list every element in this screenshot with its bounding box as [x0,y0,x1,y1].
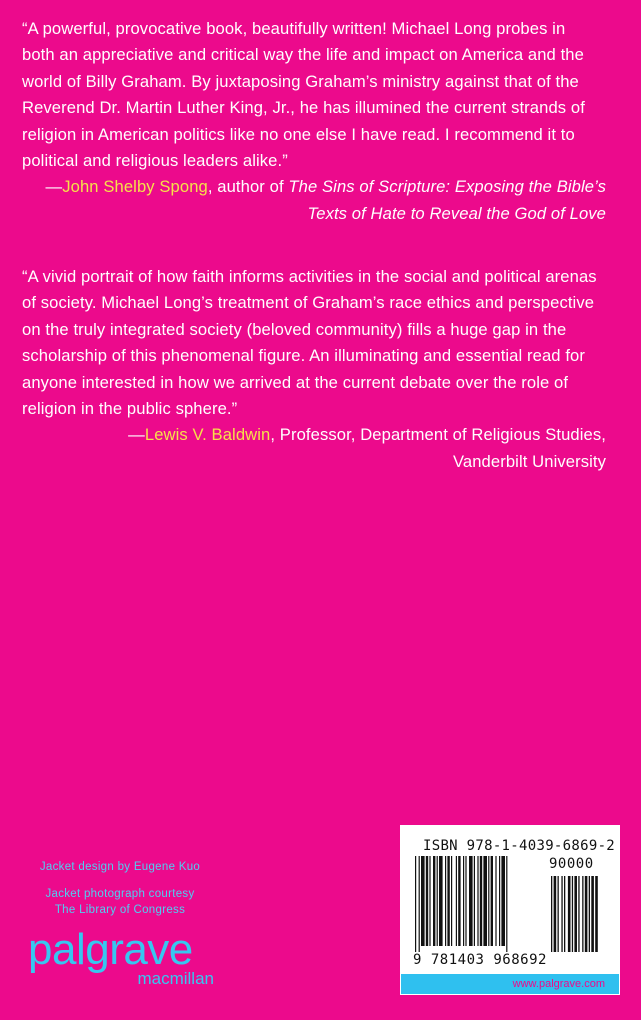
addon-bar [589,876,590,952]
endorser-name: Lewis V. Baldwin [144,425,271,445]
quote-line: both an appreciative and critical way the life and impact on America and the [22,45,584,65]
website: www.palgrave.com [512,978,605,990]
quote-line: world of Billy Graham. By juxtaposing Graham’s ministry against that of the [22,71,579,91]
barcode-bar [491,856,493,946]
addon-bar [591,876,594,952]
barcode-bar [499,856,500,946]
addon-bar [564,876,565,952]
quote-line: on the truly integrated society (beloved community) fills a huge gap in the [22,319,567,339]
quote-line: Reverend Dr. Martin Luther King, Jr., he has illumined the current strands of [22,98,585,118]
publisher-name: palgrave [28,925,193,974]
addon-bar [574,876,577,952]
barcode-bar [495,856,496,946]
barcode-bar [488,856,489,946]
quote-line: political and religious leaders alike.” [22,151,288,171]
publisher-sub: macmillan [137,969,214,988]
barcode-bar [437,856,438,946]
quote-line: religion in the public sphere.” [22,399,238,419]
quote-line: “A vivid portrait of how faith informs activities in the social and political arenas [22,267,597,286]
barcode-bar [501,856,505,946]
barcode-bar [439,856,443,946]
addon-bar [585,876,588,952]
addon-bar [568,876,571,952]
quote-line: religion in American politics like no one else I have read. I recommend it to [22,124,575,144]
addon-bar [578,876,579,952]
barcode-bar [506,856,507,952]
attribution-line2 [22,201,606,227]
barcode-bar [465,856,466,946]
attribution-line2: Vanderbilt University [452,451,606,471]
barcode-bar [469,856,473,946]
barcode-bar [474,856,475,946]
quote-line: “A powerful, provocative book, beautifully written! Michael Long probes in [22,19,566,38]
photo-credit [26,886,214,918]
addon-digits: 90000 [549,856,594,872]
barcode-bar [447,856,449,946]
addon-bar [572,876,573,952]
publisher-logo [28,925,218,988]
barcode-bar [477,856,478,946]
endorsement-spong [22,16,606,227]
barcode-bar [483,856,487,946]
quote-line: anyone interested in how we arrived at the current debate over the role of [22,372,569,392]
barcode-bar [419,856,420,952]
barcode-bar [415,856,416,952]
barcode-bar [445,856,446,946]
photo-credit-line2: The Library of Congress [54,904,186,916]
book-title: The Sins of Scripture: Exposing the Bible’s [288,177,606,197]
isbn-label: ISBN 978-1-4039-6869-2 [423,838,616,854]
barcode-bar [421,856,425,946]
barcode-bar [426,856,428,946]
barcode-bar [463,856,464,946]
barcode-bar [451,856,452,946]
photo-credit-line1: Jacket photograph courtesy [45,888,195,900]
attribution: —John Shelby Spong, author of The Sins of Scripture: Exposing the Bible’s [45,177,606,197]
barcode-panel [400,825,620,995]
quote-line: scholarship of this phenomenal figure. An illuminating and essential read for [22,346,585,366]
barcode-bar [458,856,460,946]
website-strip [401,974,619,994]
addon-bar [561,876,562,952]
barcode-bar [429,856,430,946]
barcode-bar [433,856,435,946]
barcode-bar [456,856,457,946]
attribution: —Lewis V. Baldwin, Professor, Department of Religious Studies, [128,425,606,445]
addon-bar [554,876,557,952]
endorser-name: John Shelby Spong [62,177,208,197]
barcode-digits: 9 781403 968692 [413,952,547,968]
jacket-design-credit: Jacket design by Eugene Kuo [39,861,201,873]
addon-bar [582,876,583,952]
addon-bar [551,876,552,952]
addon-bar [595,876,598,952]
book-title: Texts of Hate to Reveal the God of Love [307,203,606,223]
addon-bar [558,876,559,952]
endorsement-baldwin [22,264,606,475]
quote-line: of society. Michael Long’s treatment of Graham’s race ethics and perspective [22,293,595,313]
barcode-bar [480,856,482,946]
